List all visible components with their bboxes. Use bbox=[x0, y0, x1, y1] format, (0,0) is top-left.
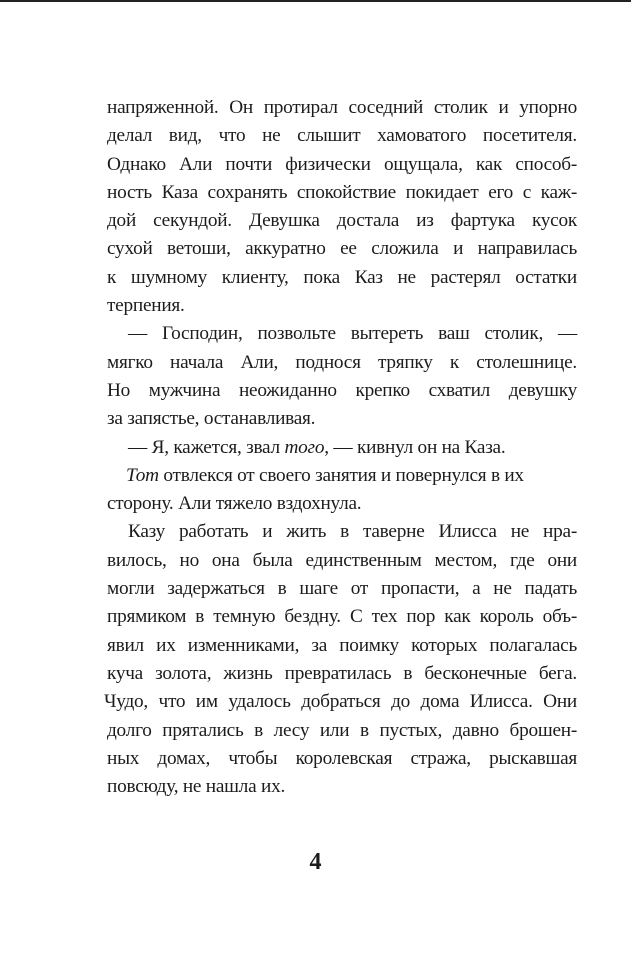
text-line: к шумному клиенту, пока Каз не растерял остатки bbox=[107, 266, 577, 288]
top-border-line bbox=[0, 0, 631, 2]
text-line: куча золота, жизнь превратилась в бесконечные бега. bbox=[107, 662, 577, 684]
text-line: делал вид, что не слышит хамоватого посетителя. bbox=[107, 125, 577, 147]
page-number: 4 bbox=[309, 849, 322, 875]
italic-word: Тот bbox=[126, 464, 159, 486]
dialogue-text: — Я, кажется, звал bbox=[128, 436, 285, 458]
text-line: могли задержаться в шаге от пропасти, а не падать bbox=[107, 578, 577, 600]
text-line: дой секундой. Девушка достала из фартука кусок bbox=[107, 210, 577, 232]
text-line: Но мужчина неожиданно крепко схватил девушку bbox=[107, 379, 577, 401]
text-line: долго прятались в лесу или в пустых, давно брошен- bbox=[107, 719, 577, 741]
italic-word: того bbox=[284, 436, 325, 458]
dialogue-text: , — кивнул он на Каза. bbox=[324, 436, 506, 458]
text-line: мягко начала Али, поднося тряпку к столешнице. bbox=[107, 351, 577, 373]
text-line: ных домах, чтобы королевская стража, рыскавшая bbox=[107, 747, 577, 769]
text-line: сторону. Али тяжело вздохнула. bbox=[107, 493, 362, 515]
text-line: за запястье, останавливая. bbox=[107, 408, 316, 430]
text-line: Однако Али почти физически ощущала, как способ- bbox=[107, 153, 577, 175]
text-line: Чудо, что им удалось добраться до дома Илисса. Они bbox=[104, 691, 577, 713]
text-line: вилось, но она была единственным местом, где они bbox=[107, 549, 577, 571]
text-line: явил их изменниками, за поимку которых полагалась bbox=[107, 634, 577, 656]
text-line: прямиком в темную бездну. С тех пор как король объ- bbox=[107, 606, 577, 628]
body-text bbox=[104, 94, 577, 801]
text-line: терпения. bbox=[107, 295, 185, 317]
text-line: напряженной. Он протирал соседний столик и упорно bbox=[107, 97, 577, 118]
text-line: ность Каза сохранять спокойствие покидает его с каж- bbox=[107, 181, 577, 203]
text-line bbox=[107, 462, 577, 490]
text-line: Казу работать и жить в таверне Илисса не нра- bbox=[128, 521, 577, 543]
text-fragment: отвлекся от своего занятия и повернулся в их bbox=[158, 464, 524, 486]
text-line bbox=[107, 434, 577, 462]
text-line: — Господин, позвольте вытереть ваш столик, — bbox=[128, 323, 577, 345]
text-line: сухой ветоши, аккуратно ее сложила и направилась bbox=[107, 238, 577, 260]
text-line: повсюду, не нашла их. bbox=[107, 776, 286, 798]
